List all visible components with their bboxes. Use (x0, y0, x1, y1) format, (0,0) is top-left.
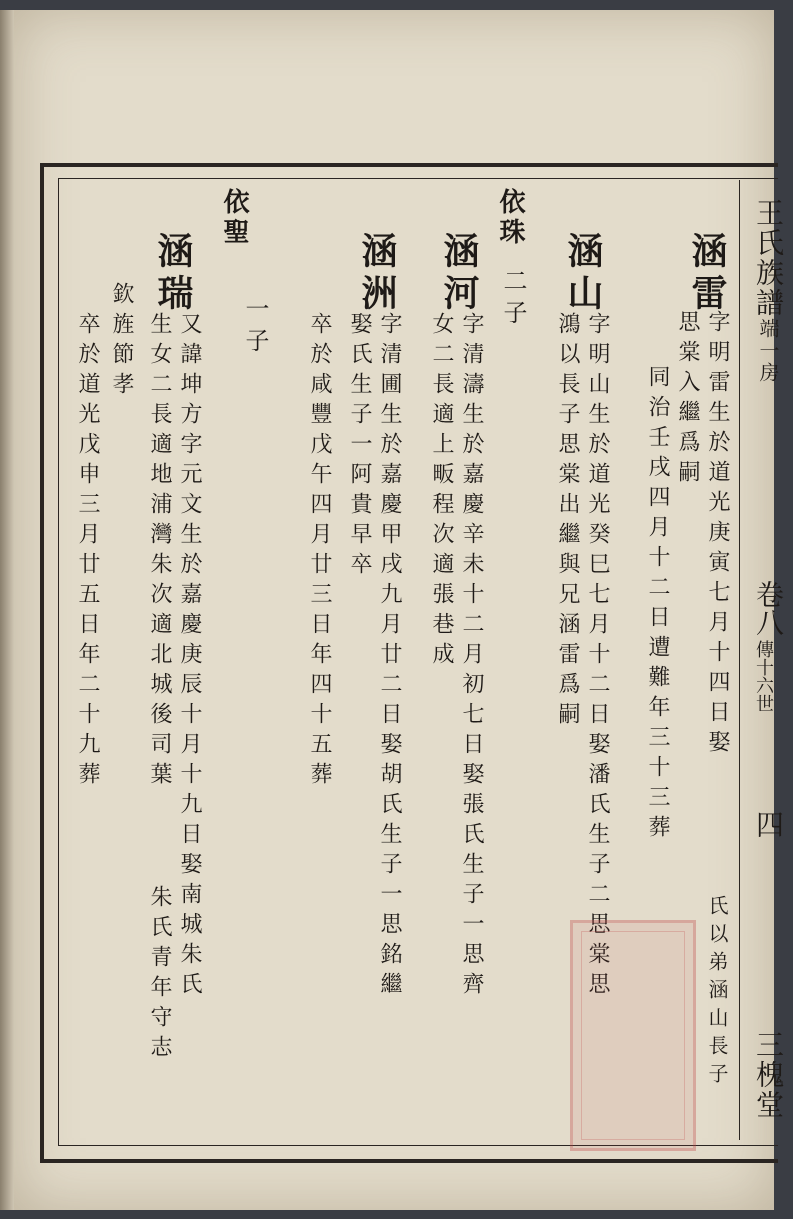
entry-text: 卒於咸豐戊午四月廿三日年四十五葬 (307, 312, 332, 792)
entry-text: 字清濤生於嘉慶辛未十二月初七日娶張氏生子一思齊 (459, 312, 484, 1002)
book-title: 王氏族譜端一房 (752, 198, 785, 384)
generation-note: 二子 (499, 268, 527, 332)
entry-text: 字明雷生於道光庚寅七月十四日娶 (705, 310, 730, 760)
entry-text: 朱氏青年守志 (147, 885, 172, 1065)
generation-note: 一子 (241, 296, 269, 360)
entry-text: 欽旌節孝 (109, 282, 134, 402)
entry-name-hanhe: 涵河 (438, 232, 480, 316)
entry-text: 娶氏生子一阿貴早卒 (347, 312, 372, 582)
entry-text: 卒於道光戊申三月廿五日年二十九葬 (75, 312, 100, 792)
page-number: 四 (752, 810, 785, 838)
volume-label: 卷八 (752, 580, 785, 636)
entry-text: 女二長適上畈程次適張巷成 (429, 312, 454, 672)
entry-text: 又諱坤方字元文生於嘉慶庚辰十月十九日娶南城朱氏 (177, 312, 202, 1002)
entry-text: 思棠入繼爲嗣 (675, 310, 700, 490)
library-seal-stamp (570, 920, 696, 1151)
entry-text: 生女二長適地浦灣朱次適北城後司葉 (147, 312, 172, 792)
section-label: 傳十六世 (753, 640, 774, 712)
generation-name-yizhu: 依珠 (495, 188, 525, 248)
entry-name-hanlei: 涵雷 (686, 232, 728, 316)
entry-name-hanshan: 涵山 (562, 232, 604, 316)
generation-name-yisheng: 依聖 (219, 188, 249, 248)
entry-text: 氏以弟涵山長子 (705, 895, 729, 1091)
entry-text: 同治壬戌四月十二日遭難年三十三葬 (645, 365, 670, 845)
book-spine (0, 10, 14, 1210)
entry-text: 字明山生於道光癸巳七月十二日娶潘氏生子二思棠思 (585, 312, 610, 1002)
hall-name: 三槐堂 (752, 1030, 785, 1120)
entry-name-hanrui: 涵瑞 (152, 232, 194, 316)
entry-text: 字清圃生於嘉慶甲戌九月廿二日娶胡氏生子一思銘繼 (377, 312, 402, 1002)
entry-text: 鴻以長子思棠出繼與兄涵雷爲嗣 (555, 312, 580, 732)
entry-name-hanzhou: 涵洲 (356, 232, 398, 316)
